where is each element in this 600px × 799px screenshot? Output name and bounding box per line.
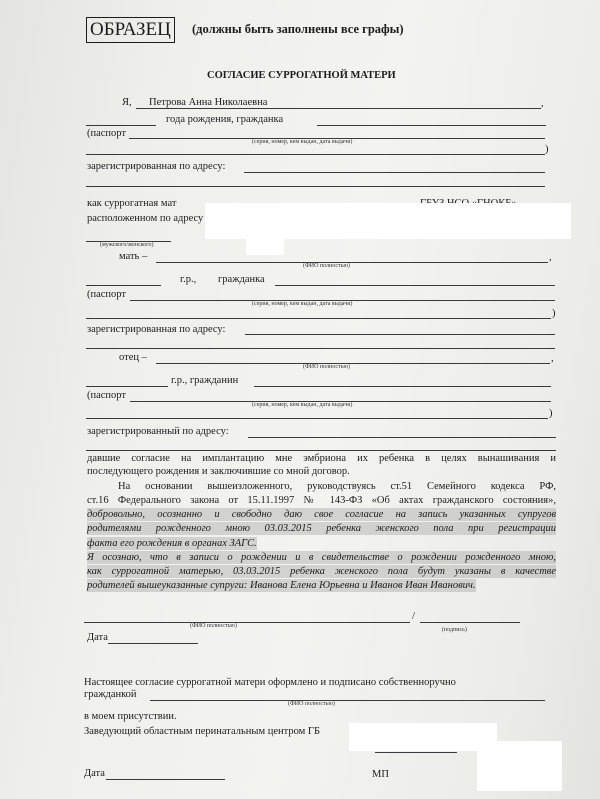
body-p2-line-5: факта его рождения в органах ЗАГС. — [87, 538, 257, 549]
father-citizenship-line — [254, 386, 551, 387]
sample-label: ОБРАЗЕЦ — [86, 17, 175, 43]
header-note: (должны быть заполнены все графы) — [192, 22, 404, 36]
footer-date-line — [106, 779, 225, 780]
mother-address-label: зарегистрированная по адресу: — [87, 324, 226, 335]
mother-year-label: г.р., — [180, 274, 197, 285]
mother-label: мать – — [119, 251, 148, 262]
passport-hint: (серия, номер, кем выдан, дата выдачи) — [252, 139, 353, 145]
mother-fio-line — [156, 262, 548, 263]
body-p3-line-2: как суррогатной матерью, 03.03.2015 ребенка женского пола будут указаны в качестве — [87, 566, 556, 577]
consent-line-2: расположенном по адресу — [87, 213, 204, 224]
footer-date-label: Дата — [84, 768, 105, 779]
footer-head-line — [375, 752, 457, 753]
mother-passport-label: (паспорт — [87, 289, 127, 300]
body-p1-line-2: последующего рождения и заключившие со мной договор. — [87, 466, 350, 477]
signature-date-line — [108, 643, 198, 644]
father-passport-line-2 — [86, 418, 548, 419]
body-p3-line-3: родителей вышеуказанные супруги: Иванова Елена Юрьевна и Иванов Иван Иванович. — [87, 580, 476, 591]
father-passport-close: ) — [549, 408, 553, 419]
footer-fio-hint: (ФИО полностью) — [288, 701, 335, 707]
footer-line-4: Заведующий областным перинатальным центром ГБ — [84, 726, 321, 737]
mother-year-line — [86, 285, 161, 286]
redacted-area-2 — [246, 227, 284, 255]
address-line-1 — [244, 172, 545, 173]
body-p1-line-1: давшие согласие на имплантацию мне эмбриона их ребенка в целях вынашивания и — [87, 453, 556, 464]
father-address-line-2 — [86, 450, 556, 451]
footer-line-3: в моем присутствии. — [84, 711, 177, 722]
body-p2-line-3: добровольно, осознанно и свободно даю свое согласие на запись указанных супругов — [87, 509, 556, 520]
body-p3-line-1: Я осознаю, что в записи о рождении и в свидетельстве о рождении рожденного мною, — [87, 552, 556, 563]
father-address-label: зарегистрированный по адресу: — [87, 426, 229, 437]
birth-year-line — [86, 125, 156, 126]
father-label: отец – — [119, 352, 147, 363]
signature-slash: / — [412, 611, 415, 622]
passport-line-2 — [86, 154, 545, 155]
birth-year-label: года рождения, гражданка — [166, 114, 284, 125]
gender-hint: (мужского/женского) — [100, 242, 154, 248]
signature-date-label: Дата — [87, 632, 108, 643]
father-year-line — [86, 386, 168, 387]
redacted-area-4 — [477, 741, 562, 791]
surrogate-name-line — [136, 108, 541, 109]
mother-address-line-1 — [245, 334, 555, 335]
mother-passport-line-2 — [86, 318, 551, 319]
surrogate-name-comma: , — [541, 98, 544, 109]
surrogate-name: Петрова Анна Николаевна — [149, 97, 268, 108]
footer-fio-line — [150, 700, 545, 701]
mother-passport-close: ) — [552, 308, 556, 319]
signature-sign-hint: (подпись) — [442, 627, 467, 633]
signature-fio-hint: (ФИО полностью) — [190, 623, 237, 629]
father-address-line-1 — [248, 437, 556, 438]
mother-comma: , — [549, 252, 552, 263]
surrogate-i-label: Я, — [122, 97, 132, 108]
passport-label: (паспорт — [87, 128, 127, 139]
body-p2-line-4: родителями рожденного мною 03.03.2015 ребенка женского пола при регистрации — [87, 523, 556, 534]
footer-line-1: Настоящее согласие суррогатной матери оформлено и подписано собственноручно — [84, 677, 456, 688]
address-label: зарегистрированная по адресу: — [87, 161, 226, 172]
body-p2-line-2: ст.16 Федерального закона от 15.11.1997 № 143-ФЗ «Об актах гражданского состояния», — [87, 495, 556, 506]
father-passport-label: (паспорт — [87, 390, 127, 401]
mother-citizenship: гражданка — [218, 274, 265, 285]
consent-line-1-visible: как суррогатная мат — [87, 198, 177, 209]
footer-line-2: гражданкой — [84, 689, 137, 700]
father-passport-hint: (серия, номер, кем выдан, дата выдачи) — [252, 402, 353, 408]
mother-citizenship-line — [275, 285, 555, 286]
body-p2-line-1: На основании вышеизложенного, руководствуясь ст.51 Семейного кодекса РФ, — [118, 481, 556, 492]
father-fio-line — [156, 363, 550, 364]
father-fio-hint: (ФИО полностью) — [303, 364, 350, 370]
father-year-label: г.р., гражданин — [171, 375, 239, 386]
footer-stamp: МП — [372, 769, 389, 780]
document-title: СОГЛАСИЕ СУРРОГАТНОЙ МАТЕРИ — [207, 70, 396, 81]
mother-address-line-2 — [86, 348, 555, 349]
passport-close: ) — [545, 144, 549, 155]
redacted-area-3 — [349, 723, 497, 751]
signature-fio-line — [84, 622, 410, 623]
address-line-2 — [86, 186, 545, 187]
mother-passport-hint: (серия, номер, кем выдан, дата выдачи) — [252, 301, 353, 307]
signature-sign-line — [420, 622, 520, 623]
mother-fio-hint: (ФИО полностью) — [303, 263, 350, 269]
citizenship-line — [317, 125, 546, 126]
father-comma: , — [551, 353, 554, 364]
